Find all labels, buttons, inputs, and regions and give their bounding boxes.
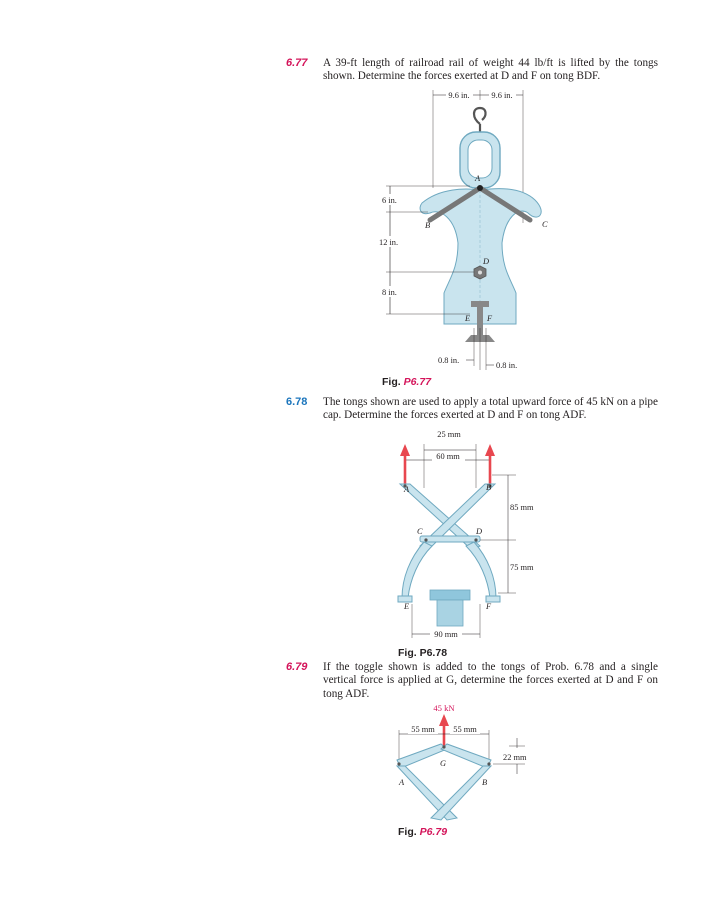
dim-85mm: 85 mm: [510, 503, 534, 512]
dim-12in: 12 in.: [379, 238, 399, 247]
label-E: E: [404, 602, 410, 611]
label-C: C: [417, 527, 423, 536]
dim-top: [405, 430, 490, 488]
label-B: B: [425, 221, 431, 230]
figure-p6-79: [385, 700, 565, 822]
dim-top-left: 9.6 in.: [448, 91, 470, 100]
dim-75mm: 75 mm: [510, 563, 534, 572]
dim-25mm: 25 mm: [437, 430, 461, 439]
problem-6-78: [286, 396, 658, 423]
force-arrows: [400, 444, 495, 486]
dim-left: 55 mm: [411, 725, 435, 734]
tongs: [398, 484, 500, 602]
problem-number: 6.77: [286, 57, 308, 69]
problem-6-79: [286, 661, 658, 701]
dim-8in: 8 in.: [382, 288, 397, 297]
problem-text: The tongs shown are used to apply a total upward force of 45 kN on a pipe cap. Determine the forces exerted at D and F on tong ADF.: [323, 396, 658, 422]
label-B: B: [486, 483, 492, 492]
label-C: C: [542, 220, 548, 229]
caption-p6-78: [398, 647, 447, 659]
caption-prefix: Fig.: [398, 647, 420, 659]
problem-number: 6.79: [286, 661, 308, 673]
problem-text: If the toggle shown is added to the tongs of Prob. 6.78 and a single vertical force is applied at G, determine the forces exerted at D and F on tong ADF.: [323, 661, 658, 700]
label-B: B: [482, 778, 488, 787]
dim-90mm: 90 mm: [434, 630, 458, 639]
label-A: A: [475, 174, 481, 183]
tongs: [420, 185, 541, 342]
caption-prefix: Fig.: [398, 826, 420, 838]
label-D: D: [476, 527, 483, 536]
label-G: G: [440, 759, 447, 768]
dim-bottom-left: 0.8 in.: [438, 356, 460, 365]
toggle: [397, 744, 491, 820]
caption-number: P6.79: [419, 826, 448, 838]
label-A: A: [404, 485, 410, 494]
pipe-cap: [430, 590, 470, 626]
caption-p6-77: [382, 376, 431, 388]
dim-6in: 6 in.: [382, 196, 397, 205]
dim-height: [493, 738, 527, 774]
dim-top-right: 9.6 in.: [491, 91, 513, 100]
dim-60mm: 60 mm: [436, 452, 460, 461]
problem-number: 6.78: [286, 396, 308, 408]
label-D: D: [483, 257, 490, 266]
caption-number: P6.77: [403, 376, 432, 388]
caption-prefix: Fig.: [382, 376, 404, 388]
force-label: 45 kN: [433, 703, 455, 713]
caption-number: P6.78: [419, 647, 448, 659]
figure-p6-77: [370, 88, 570, 373]
dim-22mm: 22 mm: [503, 753, 527, 762]
caption-p6-79: [398, 826, 447, 838]
dim-right: 55 mm: [453, 725, 477, 734]
label-F: F: [486, 602, 492, 611]
problem-6-77: [286, 57, 658, 84]
label-A: A: [399, 778, 405, 787]
dim-bottom-right: 0.8 in.: [496, 361, 518, 370]
problem-text: A 39-ft length of railroad rail of weight 44 lb/ft is lifted by the tongs shown. Determine the forces exerted at D and F on tong BDF.: [323, 57, 658, 83]
label-F: F: [487, 314, 493, 323]
figure-p6-78: [380, 428, 560, 648]
label-E: E: [465, 314, 471, 323]
